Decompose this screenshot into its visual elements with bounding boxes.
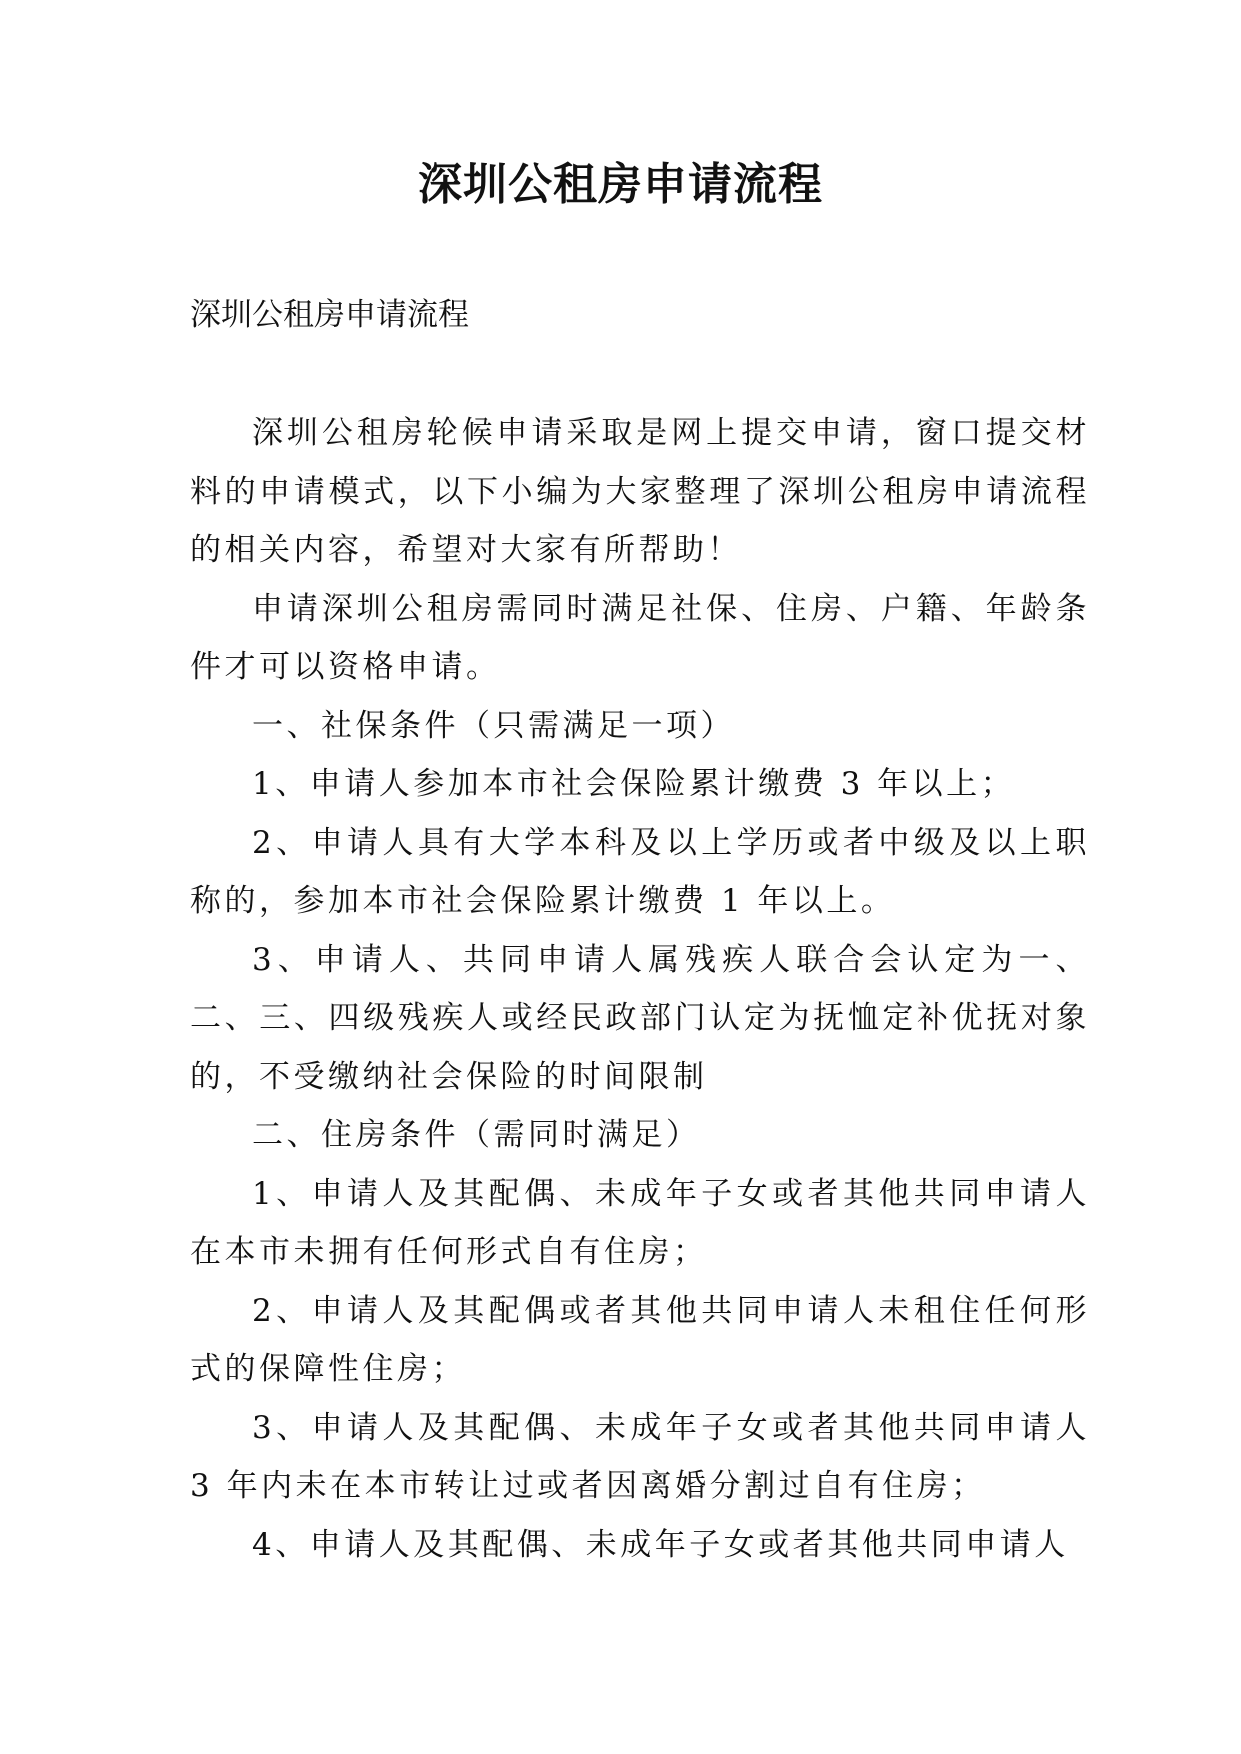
paragraph-housing-4: 4、申请人及其配偶、未成年子女或者其他共同申请人 xyxy=(252,1526,1069,1563)
paragraph-housing-2: 2、申请人及其配偶或者其他共同申请人未租住任何形式的保障性住房； xyxy=(190,1292,1090,1387)
document-subtitle: 深圳公租房申请流程 xyxy=(190,297,469,333)
paragraph-social-1: 1、申请人参加本市社会保险累计缴费 3 年以上； xyxy=(252,766,1016,802)
paragraph-social-3: 3、申请人、共同申请人属残疾人联合会认定为一、二、三、四级残疾人或经民政部门认定为抚恤定补优抚对象的，不受缴纳社会保险的时间限制 xyxy=(190,941,1090,1095)
document-title: 深圳公租房申请流程 xyxy=(418,159,823,210)
paragraph-requirements: 申请深圳公租房需同时满足社保、住房、户籍、年龄条件才可以资格申请。 xyxy=(190,590,1090,685)
paragraph-intro: 深圳公租房轮候申请采取是网上提交申请，窗口提交材料的申请模式，以下小编为大家整理了深圳公租房申请流程的相关内容，希望对大家有所帮助！ xyxy=(190,415,1090,568)
heading-social-security: 一、社保条件（只需满足一项） xyxy=(252,707,735,744)
paragraph-housing-1: 1、申请人及其配偶、未成年子女或者其他共同申请人在本市未拥有任何形式自有住房； xyxy=(190,1175,1090,1270)
heading-housing: 二、住房条件（需同时满足） xyxy=(252,1117,701,1153)
paragraph-housing-3: 3、申请人及其配偶、未成年子女或者其他共同申请人 3 年内未在本市转让过或者因离婚分割过自有住房； xyxy=(190,1409,1090,1504)
document-body xyxy=(190,404,1090,1574)
paragraph-social-2: 2、申请人具有大学本科及以上学历或者中级及以上职称的，参加本市社会保险累计缴费 1 年以上。 xyxy=(190,824,1090,919)
